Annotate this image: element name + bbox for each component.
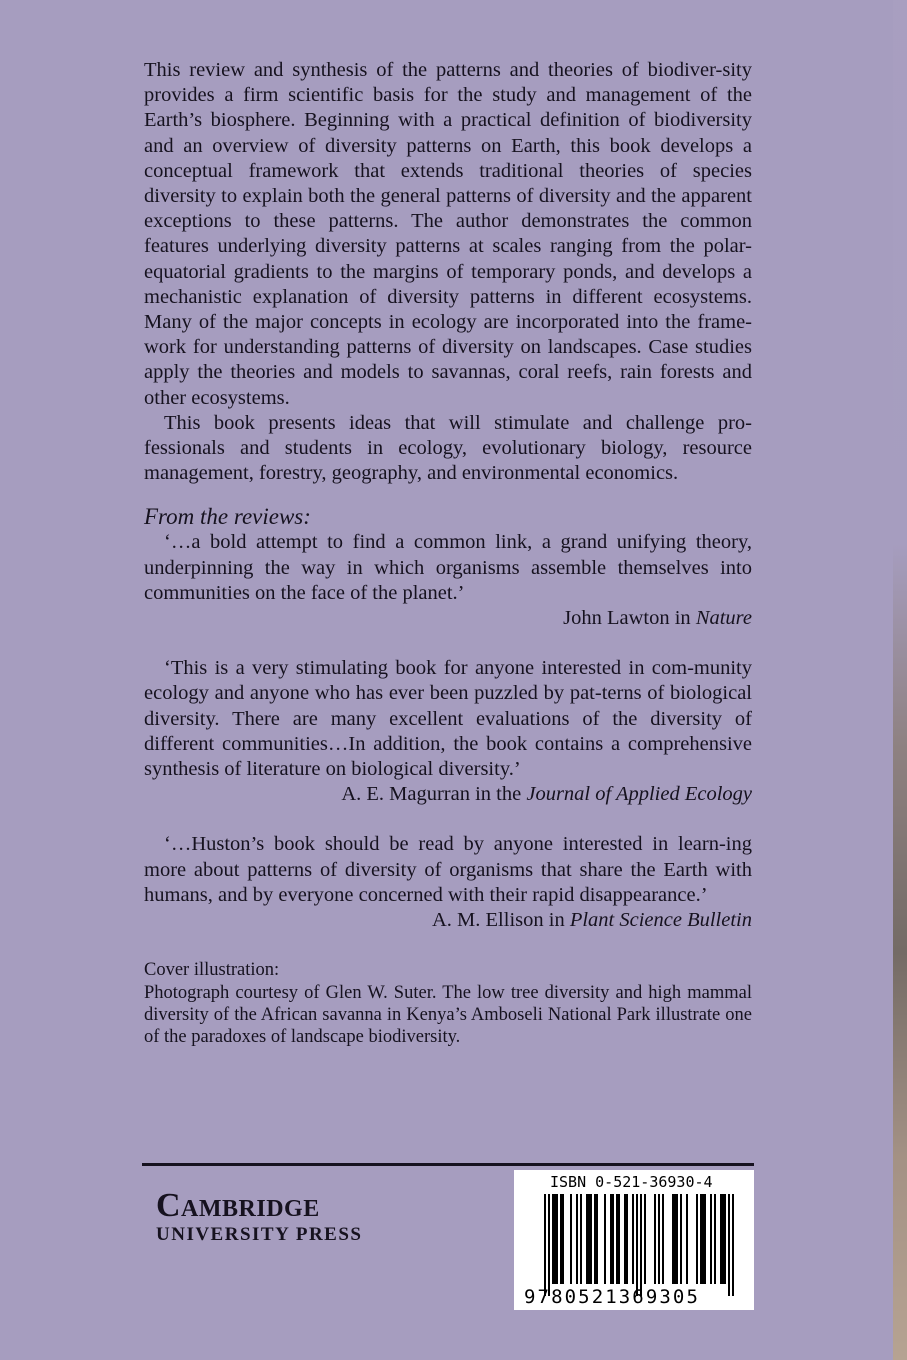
review-publication: Nature [695, 607, 752, 630]
barcode-bar [586, 1194, 588, 1284]
barcode-bar [720, 1194, 722, 1284]
barcode-bar [562, 1194, 564, 1284]
review-attribution [144, 606, 752, 631]
cover-illustration-note [144, 959, 752, 1048]
barcode-bar [556, 1194, 558, 1284]
review-attribution [144, 782, 752, 807]
barcode-bar [704, 1194, 706, 1284]
cover-note-label: Cover illustration: [144, 960, 280, 981]
barcode-bar [560, 1194, 562, 1284]
barcode-bar [728, 1194, 730, 1296]
barcode-bar [548, 1194, 550, 1296]
barcode-bar [544, 1194, 546, 1296]
publisher-name: Cambridge [156, 1187, 320, 1224]
divider-rule [142, 1163, 754, 1166]
barcode-bar [710, 1194, 712, 1284]
barcode-bar [732, 1194, 734, 1296]
barcode-bar [632, 1194, 634, 1284]
review-publication: Journal of Applied Ecology [526, 783, 752, 806]
isbn-label: ISBN 0-521-36930-4 [550, 1173, 713, 1191]
barcode-bar [554, 1194, 556, 1284]
barcode-bar [700, 1194, 702, 1284]
barcode-bar [570, 1194, 572, 1284]
barcode-bar [654, 1194, 656, 1284]
barcode-bar [552, 1194, 554, 1284]
barcode-bar [612, 1194, 614, 1284]
barcode-bar [676, 1194, 678, 1284]
review-quote: ‘…a bold attempt to find a common link, a grand unifying theory, underpinning the way in which organisms assemble themselves into communities on the face of the planet.’ [144, 531, 752, 604]
review-publication: Plant Science Bulletin [569, 909, 752, 932]
barcode-bar [610, 1194, 612, 1284]
review-1 [144, 530, 752, 631]
barcode-bar [724, 1194, 726, 1284]
ean-number: 9780521369305 [524, 1286, 701, 1308]
barcode-bar [626, 1194, 628, 1284]
barcode-bar [576, 1194, 578, 1284]
reviews-heading: From the reviews: [144, 504, 311, 530]
back-cover-text [144, 58, 752, 1048]
barcode-bar [596, 1194, 598, 1284]
barcode-bar [618, 1194, 620, 1284]
review-3 [144, 832, 752, 933]
barcode-bar [636, 1194, 638, 1296]
barcode-bar [714, 1194, 716, 1284]
spine-edge [893, 0, 907, 1360]
review-author: John Lawton in [563, 607, 696, 630]
barcode-bar [580, 1194, 582, 1284]
review-author: A. E. Magurran in the [341, 783, 527, 806]
review-attribution [144, 908, 752, 933]
review-2 [144, 656, 752, 807]
barcode-bar [674, 1194, 676, 1284]
barcode-bar [640, 1194, 642, 1296]
barcode-bar [680, 1194, 682, 1284]
barcode-bar [590, 1194, 592, 1284]
barcode-bar [662, 1194, 664, 1284]
review-author: A. M. Ellison in [432, 909, 570, 932]
review-quote: ‘…Huston’s book should be read by anyone interested in learn-ing more about patterns of diversity of organisms that share the Earth with humans, and by everyone concerned with their rapid disappearance.’ [144, 833, 752, 906]
barcode-bar [722, 1194, 724, 1284]
barcode-bar [686, 1194, 688, 1284]
barcode-bar [658, 1194, 660, 1284]
barcode-bar [672, 1194, 674, 1284]
barcode-bar [696, 1194, 698, 1284]
barcode-bar [644, 1194, 646, 1284]
barcode-bar [604, 1194, 606, 1284]
publisher-logo [156, 1188, 363, 1246]
barcode-box [514, 1170, 754, 1310]
barcode-bar [702, 1194, 704, 1284]
publisher-subtitle: UNIVERSITY PRESS [156, 1224, 363, 1245]
barcode-bar [594, 1194, 596, 1284]
description-paragraph-2: This book presents ideas that will stimulate and challenge pro-fessionals and students in ecology, evolutionary biology, resource management, forestry, geography, and environmental economics. [144, 411, 752, 485]
barcode-bar [588, 1194, 590, 1284]
review-quote: ‘This is a very stimulating book for anyone interested in com-munity ecology and anyone who has ever been puzzled by pat-terns of biological diversity. There are many excellent evaluations of the diversity of different communities…In addition, the book contains a comprehensive synthesis of literature on biological diversity.’ [144, 657, 752, 781]
cover-note-text: Photograph courtesy of Glen W. Suter. The low tree diversity and high mammal diversity of the African savanna in Kenya’s Amboseli National Park illustrate one of the paradoxes of landscape biodiversity. [144, 982, 752, 1048]
barcode-bar [624, 1194, 626, 1284]
barcode-bar [616, 1194, 618, 1284]
description-paragraph-1: This review and synthesis of the patterns and theories of biodiver-sity provides a firm scientific basis for the study and management of the Earth’s biosphere. Beginning with a practical definition of biodiversity and an overview of diversity patterns on Earth, this book develops a conceptual framework that extends traditional theories of species diversity to explain both the general patterns of diversity and the apparent exceptions to these patterns. The author demonstrates the common features underlying diversity patterns at scales ranging from the polar-equatorial gradients to the margins of temporary ponds, and develops a mechanistic explanation of diversity patterns in different ecosystems. Many of the major concepts in ecology are incorporated into the frame-work for understanding patterns of diversity on landscapes. Case studies apply the theories and models to savannas, coral reefs, rain forests and other ecosystems. [144, 59, 752, 409]
